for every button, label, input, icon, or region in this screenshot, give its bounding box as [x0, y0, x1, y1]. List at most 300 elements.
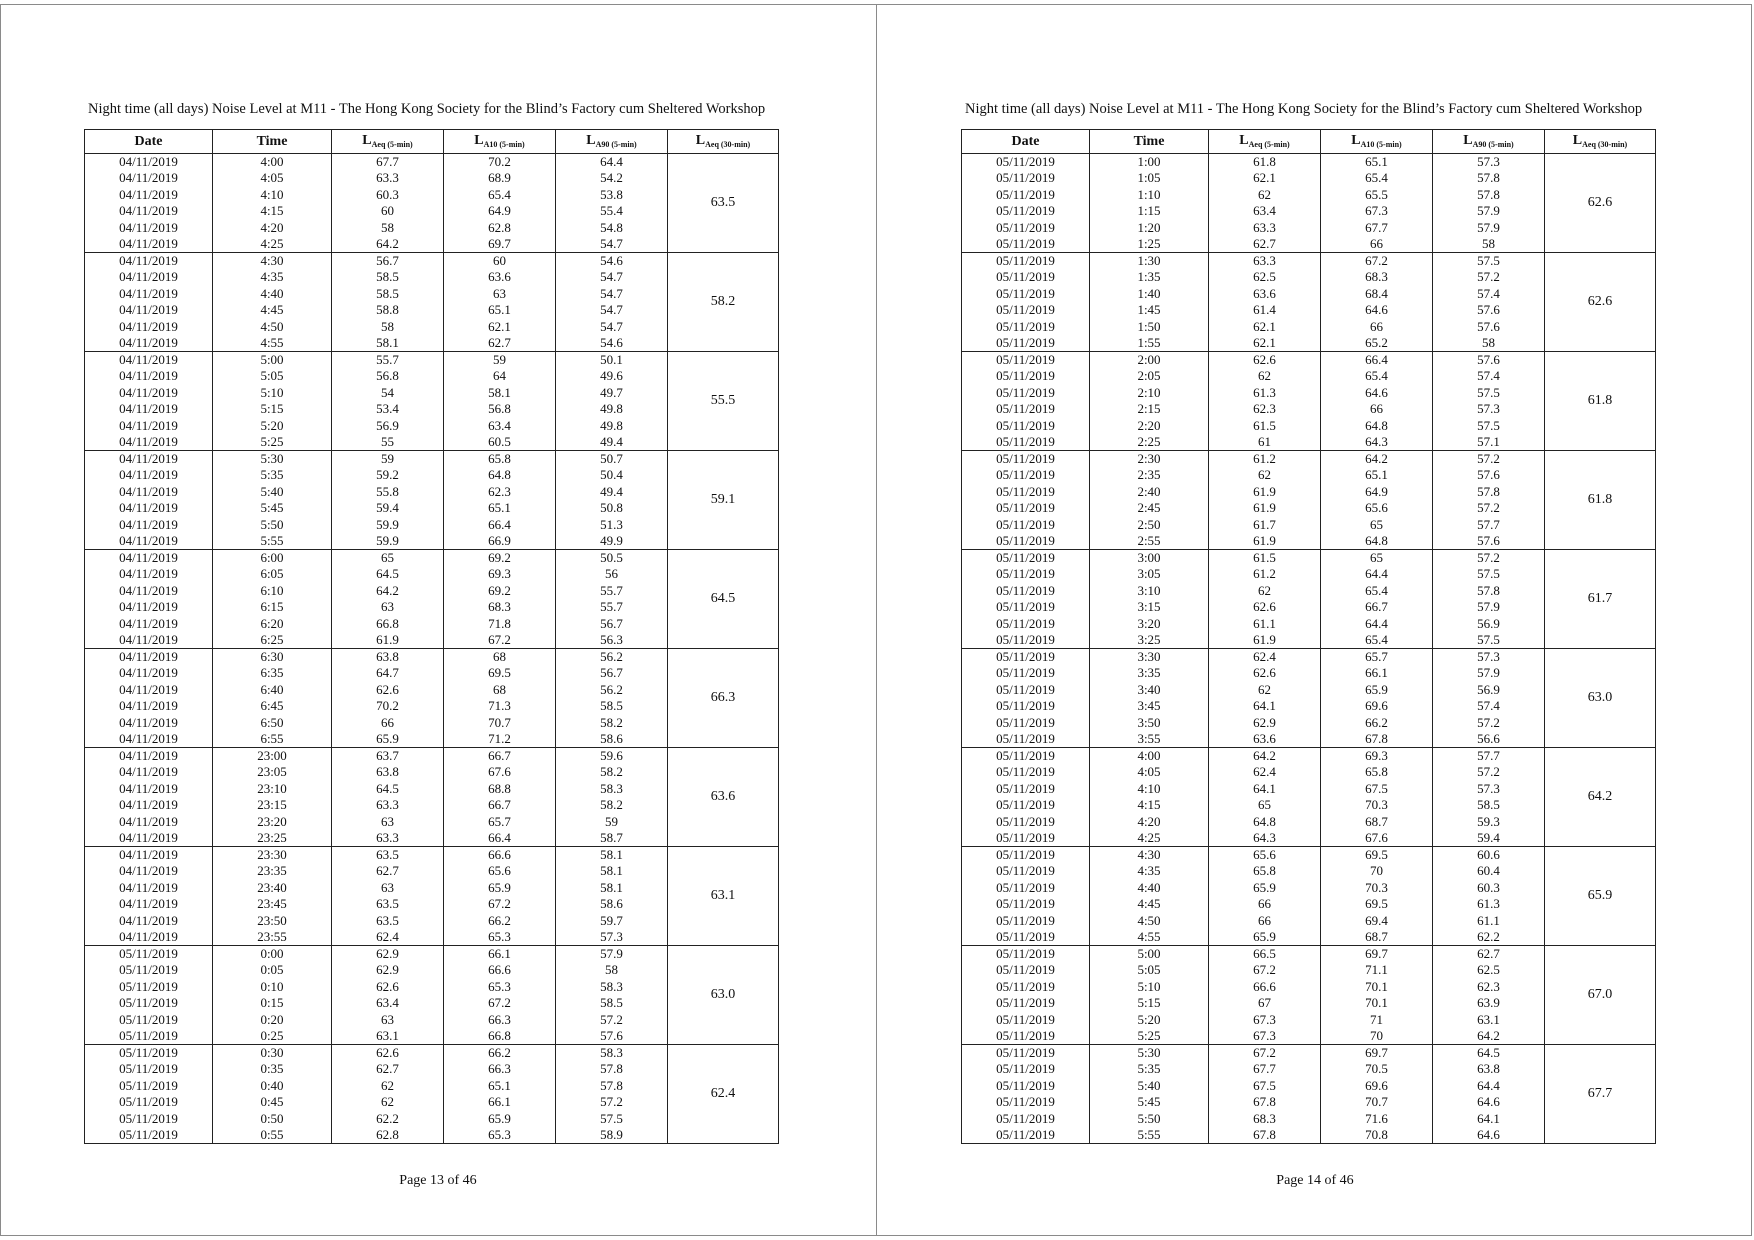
cell-date: 05/11/2019	[962, 880, 1090, 897]
table-row	[85, 748, 779, 765]
cell-time: 4:25	[1090, 830, 1209, 847]
cell-laeq-30min: 65.9	[1545, 847, 1656, 946]
cell-date: 04/11/2019	[85, 599, 213, 616]
cell-date: 05/11/2019	[962, 484, 1090, 501]
cell-time: 4:55	[213, 335, 332, 352]
cell-la10-5min: 66.4	[444, 830, 556, 847]
cell-time: 5:15	[213, 401, 332, 418]
cell-date: 05/11/2019	[85, 1111, 213, 1128]
table-row	[85, 847, 779, 864]
cell-time: 2:55	[1090, 533, 1209, 550]
cell-laeq-30min: 67.0	[1545, 946, 1656, 1045]
cell-date: 04/11/2019	[85, 319, 213, 336]
cell-la10-5min: 69.2	[444, 583, 556, 600]
cell-la10-5min: 67.5	[1321, 781, 1433, 798]
cell-laeq-5min: 63.1	[332, 1028, 444, 1045]
cell-laeq-5min: 67.8	[1209, 1127, 1321, 1144]
cell-date: 04/11/2019	[85, 929, 213, 946]
cell-laeq-5min: 67	[1209, 995, 1321, 1012]
cell-la10-5min: 68.4	[1321, 286, 1433, 303]
cell-date: 05/11/2019	[962, 1094, 1090, 1111]
cell-la10-5min: 69.6	[1321, 698, 1433, 715]
cell-date: 05/11/2019	[962, 253, 1090, 270]
cell-laeq-30min: 63.0	[668, 946, 779, 1045]
cell-time: 23:30	[213, 847, 332, 864]
cell-date: 05/11/2019	[962, 913, 1090, 930]
cell-la10-5min: 66.6	[444, 847, 556, 864]
cell-la10-5min: 65.4	[1321, 368, 1433, 385]
cell-laeq-5min: 63.5	[332, 896, 444, 913]
cell-time: 0:05	[213, 962, 332, 979]
cell-la10-5min: 66.2	[1321, 715, 1433, 732]
cell-date: 04/11/2019	[85, 748, 213, 765]
cell-la90-5min: 54.7	[556, 236, 668, 253]
cell-time: 6:00	[213, 550, 332, 567]
table-row	[962, 253, 1656, 270]
cell-date: 04/11/2019	[85, 253, 213, 270]
cell-time: 23:15	[213, 797, 332, 814]
cell-laeq-5min: 62.7	[1209, 236, 1321, 253]
cell-laeq-5min: 60.3	[332, 187, 444, 204]
cell-la90-5min: 59.7	[556, 913, 668, 930]
cell-la90-5min: 57.5	[1433, 566, 1545, 583]
cell-laeq-5min: 62	[332, 1078, 444, 1095]
cell-date: 05/11/2019	[962, 731, 1090, 748]
cell-laeq-5min: 60	[332, 203, 444, 220]
cell-time: 5:35	[1090, 1061, 1209, 1078]
cell-la10-5min: 64.8	[444, 467, 556, 484]
cell-la10-5min: 63.6	[444, 269, 556, 286]
page-title: Night time (all days) Noise Level at M11 - The Hong Kong Society for the Blind’s Factory cum Sheltered Workshop	[88, 101, 766, 117]
cell-la10-5min: 65	[1321, 517, 1433, 534]
cell-laeq-30min: 63.6	[668, 748, 779, 847]
cell-laeq-5min: 62.7	[332, 863, 444, 880]
table-row	[85, 550, 779, 567]
cell-la10-5min: 70.8	[1321, 1127, 1433, 1144]
table-row	[962, 946, 1656, 963]
table-row	[962, 154, 1656, 171]
cell-time: 2:25	[1090, 434, 1209, 451]
cell-la90-5min: 56.2	[556, 649, 668, 666]
cell-la90-5min: 60.6	[1433, 847, 1545, 864]
cell-laeq-5min: 62	[1209, 368, 1321, 385]
cell-laeq-5min: 65.6	[1209, 847, 1321, 864]
cell-date: 05/11/2019	[962, 847, 1090, 864]
cell-la10-5min: 68	[444, 649, 556, 666]
cell-time: 3:25	[1090, 632, 1209, 649]
cell-time: 4:35	[213, 269, 332, 286]
cell-laeq-5min: 62.5	[1209, 269, 1321, 286]
cell-date: 05/11/2019	[962, 1061, 1090, 1078]
header-date: Date	[85, 130, 213, 154]
cell-la10-5min: 69.2	[444, 550, 556, 567]
cell-date: 05/11/2019	[962, 1127, 1090, 1144]
cell-la10-5min: 70.3	[1321, 797, 1433, 814]
header-laeq-30min: $L_{Aeq (30-min)}$	[1545, 130, 1656, 154]
cell-time: 6:05	[213, 566, 332, 583]
cell-date: 04/11/2019	[85, 682, 213, 699]
cell-date: 04/11/2019	[85, 847, 213, 864]
cell-time: 5:00	[213, 352, 332, 369]
cell-la90-5min: 54.7	[556, 319, 668, 336]
cell-date: 04/11/2019	[85, 863, 213, 880]
cell-la10-5min: 64.9	[444, 203, 556, 220]
cell-la10-5min: 70.1	[1321, 979, 1433, 996]
cell-date: 04/11/2019	[85, 781, 213, 798]
cell-la10-5min: 65.9	[444, 1111, 556, 1128]
cell-la10-5min: 65.7	[444, 814, 556, 831]
cell-time: 1:40	[1090, 286, 1209, 303]
cell-laeq-5min: 61.9	[1209, 632, 1321, 649]
cell-la90-5min: 63.8	[1433, 1061, 1545, 1078]
cell-date: 05/11/2019	[962, 533, 1090, 550]
cell-la90-5min: 58.7	[556, 830, 668, 847]
cell-time: 4:45	[1090, 896, 1209, 913]
cell-date: 05/11/2019	[962, 896, 1090, 913]
cell-date: 05/11/2019	[85, 1045, 213, 1062]
cell-time: 5:25	[213, 434, 332, 451]
cell-time: 6:40	[213, 682, 332, 699]
cell-laeq-5min: 64.8	[1209, 814, 1321, 831]
cell-laeq-5min: 62.6	[332, 979, 444, 996]
cell-la90-5min: 57.4	[1433, 368, 1545, 385]
cell-time: 23:45	[213, 896, 332, 913]
cell-la90-5min: 57.5	[1433, 418, 1545, 435]
cell-laeq-5min: 65.8	[1209, 863, 1321, 880]
cell-date: 04/11/2019	[85, 269, 213, 286]
cell-time: 5:25	[1090, 1028, 1209, 1045]
cell-time: 4:25	[213, 236, 332, 253]
cell-laeq-5min: 62.6	[332, 1045, 444, 1062]
cell-laeq-5min: 61.3	[1209, 385, 1321, 402]
cell-la10-5min: 66.9	[444, 533, 556, 550]
header-laeq-5min: $L_{Aeq (5-min)}$	[332, 130, 444, 154]
header-date: Date	[962, 130, 1090, 154]
cell-la90-5min: 57.9	[556, 946, 668, 963]
cell-date: 04/11/2019	[85, 500, 213, 517]
table-header-row	[85, 130, 779, 154]
cell-la10-5min: 71.8	[444, 616, 556, 633]
cell-laeq-5min: 62.6	[332, 682, 444, 699]
cell-time: 2:20	[1090, 418, 1209, 435]
cell-laeq-30min: 67.7	[1545, 1045, 1656, 1144]
cell-laeq-5min: 62.6	[1209, 599, 1321, 616]
cell-time: 1:55	[1090, 335, 1209, 352]
cell-la90-5min: 57.5	[1433, 385, 1545, 402]
cell-laeq-5min: 63.8	[332, 649, 444, 666]
cell-la10-5min: 66.7	[444, 748, 556, 765]
cell-la90-5min: 57.3	[1433, 154, 1545, 171]
cell-la90-5min: 54.2	[556, 170, 668, 187]
cell-laeq-5min: 63.3	[332, 170, 444, 187]
cell-la90-5min: 57.8	[1433, 484, 1545, 501]
table-row	[85, 649, 779, 666]
cell-date: 04/11/2019	[85, 665, 213, 682]
cell-time: 4:45	[213, 302, 332, 319]
cell-laeq-5min: 56.8	[332, 368, 444, 385]
cell-laeq-30min: 62.4	[668, 1045, 779, 1144]
cell-laeq-5min: 53.4	[332, 401, 444, 418]
cell-time: 1:00	[1090, 154, 1209, 171]
cell-la90-5min: 57.2	[1433, 715, 1545, 732]
cell-laeq-5min: 67.7	[1209, 1061, 1321, 1078]
cell-laeq-5min: 63.3	[332, 830, 444, 847]
cell-la90-5min: 57.3	[1433, 401, 1545, 418]
cell-laeq-5min: 67.3	[1209, 1028, 1321, 1045]
cell-laeq-5min: 67.7	[332, 154, 444, 171]
cell-time: 4:05	[1090, 764, 1209, 781]
cell-la10-5min: 62.8	[444, 220, 556, 237]
header-la10-5min: $L_{A10 (5-min)}$	[1321, 130, 1433, 154]
cell-time: 1:25	[1090, 236, 1209, 253]
cell-time: 2:35	[1090, 467, 1209, 484]
cell-la90-5min: 59	[556, 814, 668, 831]
cell-date: 05/11/2019	[962, 764, 1090, 781]
cell-laeq-5min: 63.6	[1209, 731, 1321, 748]
cell-laeq-5min: 61.2	[1209, 566, 1321, 583]
cell-la10-5min: 67.2	[444, 632, 556, 649]
cell-time: 6:35	[213, 665, 332, 682]
page-title: Night time (all days) Noise Level at M11 - The Hong Kong Society for the Blind’s Factory cum Sheltered Workshop	[965, 101, 1643, 117]
cell-la90-5min: 64.1	[1433, 1111, 1545, 1128]
cell-la10-5min: 66	[1321, 236, 1433, 253]
cell-la10-5min: 65.5	[1321, 187, 1433, 204]
cell-date: 04/11/2019	[85, 896, 213, 913]
cell-time: 5:05	[213, 368, 332, 385]
cell-time: 5:40	[1090, 1078, 1209, 1095]
cell-la90-5min: 57.3	[556, 929, 668, 946]
page-number: Page 14 of 46	[1276, 1173, 1354, 1188]
cell-date: 05/11/2019	[962, 1111, 1090, 1128]
cell-la10-5min: 70.5	[1321, 1061, 1433, 1078]
cell-la10-5min: 71	[1321, 1012, 1433, 1029]
cell-la10-5min: 68.3	[1321, 269, 1433, 286]
cell-time: 6:15	[213, 599, 332, 616]
cell-laeq-5min: 58	[332, 319, 444, 336]
cell-la10-5min: 66	[1321, 319, 1433, 336]
cell-la10-5min: 66.1	[444, 946, 556, 963]
cell-laeq-5min: 62.6	[1209, 352, 1321, 369]
cell-date: 04/11/2019	[85, 352, 213, 369]
cell-laeq-5min: 62.1	[1209, 319, 1321, 336]
cell-date: 05/11/2019	[962, 649, 1090, 666]
cell-time: 5:35	[213, 467, 332, 484]
cell-la10-5min: 66.4	[444, 517, 556, 534]
cell-date: 05/11/2019	[962, 550, 1090, 567]
cell-date: 05/11/2019	[85, 946, 213, 963]
cell-la10-5min: 64.4	[1321, 566, 1433, 583]
table-row	[962, 748, 1656, 765]
cell-la90-5min: 64.6	[1433, 1127, 1545, 1144]
cell-la90-5min: 57.9	[1433, 203, 1545, 220]
cell-date: 04/11/2019	[85, 533, 213, 550]
cell-date: 05/11/2019	[962, 418, 1090, 435]
cell-la10-5min: 67.8	[1321, 731, 1433, 748]
cell-laeq-5min: 63.3	[1209, 253, 1321, 270]
cell-time: 2:45	[1090, 500, 1209, 517]
cell-date: 05/11/2019	[85, 995, 213, 1012]
cell-la90-5min: 62.2	[1433, 929, 1545, 946]
cell-date: 05/11/2019	[962, 319, 1090, 336]
cell-la10-5min: 65.8	[1321, 764, 1433, 781]
cell-time: 5:50	[1090, 1111, 1209, 1128]
cell-la10-5min: 66.7	[444, 797, 556, 814]
cell-la10-5min: 67.2	[444, 896, 556, 913]
cell-laeq-5min: 62	[1209, 467, 1321, 484]
cell-date: 05/11/2019	[85, 1028, 213, 1045]
cell-time: 4:10	[213, 187, 332, 204]
cell-laeq-5min: 62	[1209, 187, 1321, 204]
cell-date: 05/11/2019	[962, 517, 1090, 534]
cell-la90-5min: 58	[1433, 236, 1545, 253]
cell-date: 04/11/2019	[85, 517, 213, 534]
cell-la10-5min: 65.8	[444, 451, 556, 468]
cell-la90-5min: 57.9	[1433, 665, 1545, 682]
cell-time: 5:20	[1090, 1012, 1209, 1029]
cell-laeq-5min: 62.4	[332, 929, 444, 946]
cell-time: 2:00	[1090, 352, 1209, 369]
cell-la90-5min: 54.7	[556, 269, 668, 286]
cell-time: 3:00	[1090, 550, 1209, 567]
cell-la90-5min: 57.2	[1433, 500, 1545, 517]
cell-laeq-30min: 63.1	[668, 847, 779, 946]
cell-la10-5min: 69.6	[1321, 1078, 1433, 1095]
cell-la90-5min: 53.8	[556, 187, 668, 204]
cell-time: 0:45	[213, 1094, 332, 1111]
cell-la10-5min: 69.5	[1321, 847, 1433, 864]
cell-laeq-5min: 66	[332, 715, 444, 732]
cell-la90-5min: 57.5	[1433, 253, 1545, 270]
cell-laeq-5min: 55.7	[332, 352, 444, 369]
cell-date: 05/11/2019	[85, 1078, 213, 1095]
cell-la10-5min: 69.5	[1321, 896, 1433, 913]
cell-laeq-5min: 64.1	[1209, 781, 1321, 798]
cell-la10-5min: 65.7	[1321, 649, 1433, 666]
cell-laeq-5min: 58.5	[332, 269, 444, 286]
table-row	[85, 1045, 779, 1062]
cell-laeq-5min: 65	[1209, 797, 1321, 814]
cell-laeq-5min: 63.5	[332, 847, 444, 864]
cell-la90-5min: 57.6	[1433, 352, 1545, 369]
cell-date: 04/11/2019	[85, 286, 213, 303]
cell-la10-5min: 70	[1321, 863, 1433, 880]
table-row	[85, 352, 779, 369]
cell-date: 04/11/2019	[85, 797, 213, 814]
cell-la90-5min: 57.2	[1433, 269, 1545, 286]
cell-la90-5min: 58.1	[556, 880, 668, 897]
cell-date: 04/11/2019	[85, 632, 213, 649]
cell-la90-5min: 64.2	[1433, 1028, 1545, 1045]
header-time: Time	[1090, 130, 1209, 154]
cell-laeq-5min: 59.2	[332, 467, 444, 484]
table-row	[85, 946, 779, 963]
table-body	[85, 154, 779, 1144]
cell-la90-5min: 62.7	[1433, 946, 1545, 963]
cell-la10-5min: 68.9	[444, 170, 556, 187]
cell-laeq-5min: 64.5	[332, 566, 444, 583]
cell-time: 3:40	[1090, 682, 1209, 699]
cell-date: 05/11/2019	[85, 1127, 213, 1144]
cell-laeq-30min: 63.5	[668, 154, 779, 253]
cell-laeq-5min: 55.8	[332, 484, 444, 501]
cell-time: 2:40	[1090, 484, 1209, 501]
cell-la10-5min: 68.7	[1321, 929, 1433, 946]
cell-la10-5min: 68.3	[444, 599, 556, 616]
noise-table	[84, 129, 779, 1144]
cell-la90-5min: 57.6	[556, 1028, 668, 1045]
cell-la10-5min: 66.3	[444, 1012, 556, 1029]
cell-time: 3:15	[1090, 599, 1209, 616]
cell-la90-5min: 57.3	[1433, 649, 1545, 666]
cell-laeq-5min: 62.9	[332, 962, 444, 979]
cell-date: 04/11/2019	[85, 170, 213, 187]
header-laeq-30min: $L_{Aeq (30-min)}$	[668, 130, 779, 154]
cell-date: 04/11/2019	[85, 401, 213, 418]
cell-time: 3:45	[1090, 698, 1209, 715]
table-row	[962, 451, 1656, 468]
cell-laeq-5min: 66	[1209, 896, 1321, 913]
cell-la10-5min: 65.2	[1321, 335, 1433, 352]
cell-la90-5min: 49.8	[556, 401, 668, 418]
cell-la90-5min: 58.6	[556, 731, 668, 748]
cell-laeq-5min: 61.9	[1209, 484, 1321, 501]
cell-date: 05/11/2019	[962, 286, 1090, 303]
cell-la10-5min: 58.1	[444, 385, 556, 402]
cell-la10-5min: 66.6	[444, 962, 556, 979]
cell-time: 1:35	[1090, 269, 1209, 286]
cell-la10-5min: 70.7	[444, 715, 556, 732]
cell-laeq-5min: 62.9	[1209, 715, 1321, 732]
cell-date: 05/11/2019	[962, 335, 1090, 352]
cell-laeq-5min: 59	[332, 451, 444, 468]
cell-date: 04/11/2019	[85, 583, 213, 600]
cell-la90-5min: 49.6	[556, 368, 668, 385]
cell-la90-5min: 59.6	[556, 748, 668, 765]
cell-time: 23:55	[213, 929, 332, 946]
cell-la10-5min: 65.6	[444, 863, 556, 880]
cell-date: 05/11/2019	[962, 863, 1090, 880]
cell-time: 23:40	[213, 880, 332, 897]
cell-laeq-5min: 66	[1209, 913, 1321, 930]
cell-la10-5min: 66.2	[444, 913, 556, 930]
cell-time: 5:50	[213, 517, 332, 534]
cell-laeq-5min: 61.5	[1209, 418, 1321, 435]
cell-la10-5min: 64.9	[1321, 484, 1433, 501]
table-header-row	[962, 130, 1656, 154]
cell-la90-5min: 57.6	[1433, 319, 1545, 336]
cell-laeq-30min: 58.2	[668, 253, 779, 352]
cell-laeq-5min: 63.4	[332, 995, 444, 1012]
cell-date: 04/11/2019	[85, 203, 213, 220]
cell-date: 04/11/2019	[85, 566, 213, 583]
cell-date: 04/11/2019	[85, 302, 213, 319]
cell-laeq-5min: 63.8	[332, 764, 444, 781]
cell-la10-5min: 70.2	[444, 154, 556, 171]
cell-la90-5min: 64.6	[1433, 1094, 1545, 1111]
header-time: Time	[213, 130, 332, 154]
cell-date: 05/11/2019	[962, 203, 1090, 220]
cell-time: 4:00	[213, 154, 332, 171]
cell-la90-5min: 57.6	[1433, 302, 1545, 319]
cell-laeq-5min: 58.1	[332, 335, 444, 352]
cell-la90-5min: 58.5	[556, 995, 668, 1012]
cell-la90-5min: 57.2	[556, 1012, 668, 1029]
cell-laeq-5min: 63.5	[332, 913, 444, 930]
cell-date: 04/11/2019	[85, 814, 213, 831]
cell-time: 0:30	[213, 1045, 332, 1062]
cell-date: 05/11/2019	[962, 1028, 1090, 1045]
cell-date: 05/11/2019	[962, 583, 1090, 600]
